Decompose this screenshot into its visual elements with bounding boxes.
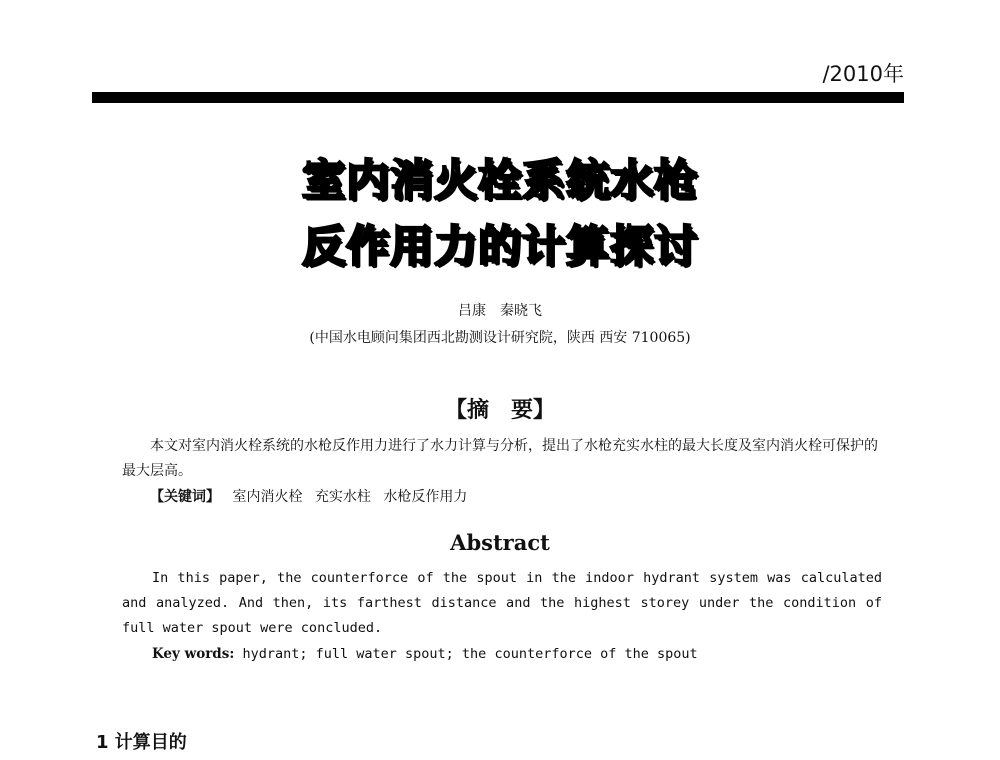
keywords-en-list: hydrant; full water spout; the counterforce of the spout [242, 646, 698, 662]
section-heading: 1 计算目的 [96, 732, 187, 753]
title-line-1: 室内消火栓系统水枪 [302, 156, 698, 206]
abstract-cn-body: 本文对室内消火栓系统的水枪反作用力进行了水力计算与分析，提出了水枪充实水柱的最大长度及室内消火栓可保护的最大层高。 [122, 438, 878, 479]
abstract-en-heading: Abstract [450, 530, 550, 555]
title-line-2: 反作用力的计算探讨 [302, 222, 698, 272]
abstract-en-body: In this paper, the counterforce of the spout in the indoor hydrant system was calculated and analyzed. And then, its farthest distance and the highest storey under the condition of full water spout were concluded. [122, 570, 882, 636]
keywords-en [152, 646, 698, 662]
keyword-cn-3: 水枪反作用力 [383, 489, 468, 505]
affiliation: (中国水电顾问集团西北勘测设计研究院，陕西 西安 710065) [309, 330, 691, 346]
keyword-cn-2: 充实水柱 [314, 489, 371, 505]
keywords-cn-label: 【关键词】 [150, 489, 220, 505]
paper-title [0, 148, 1000, 280]
authors: 吕康 秦晓飞 [458, 303, 542, 319]
keyword-cn-1: 室内消火栓 [232, 489, 303, 505]
journal-year: /2010年 [822, 62, 904, 86]
header-rule [92, 92, 904, 103]
keywords-cn [150, 486, 467, 506]
abstract-cn-heading: 【摘 要】 [444, 397, 555, 423]
keywords-en-label: Key words: [152, 646, 235, 662]
